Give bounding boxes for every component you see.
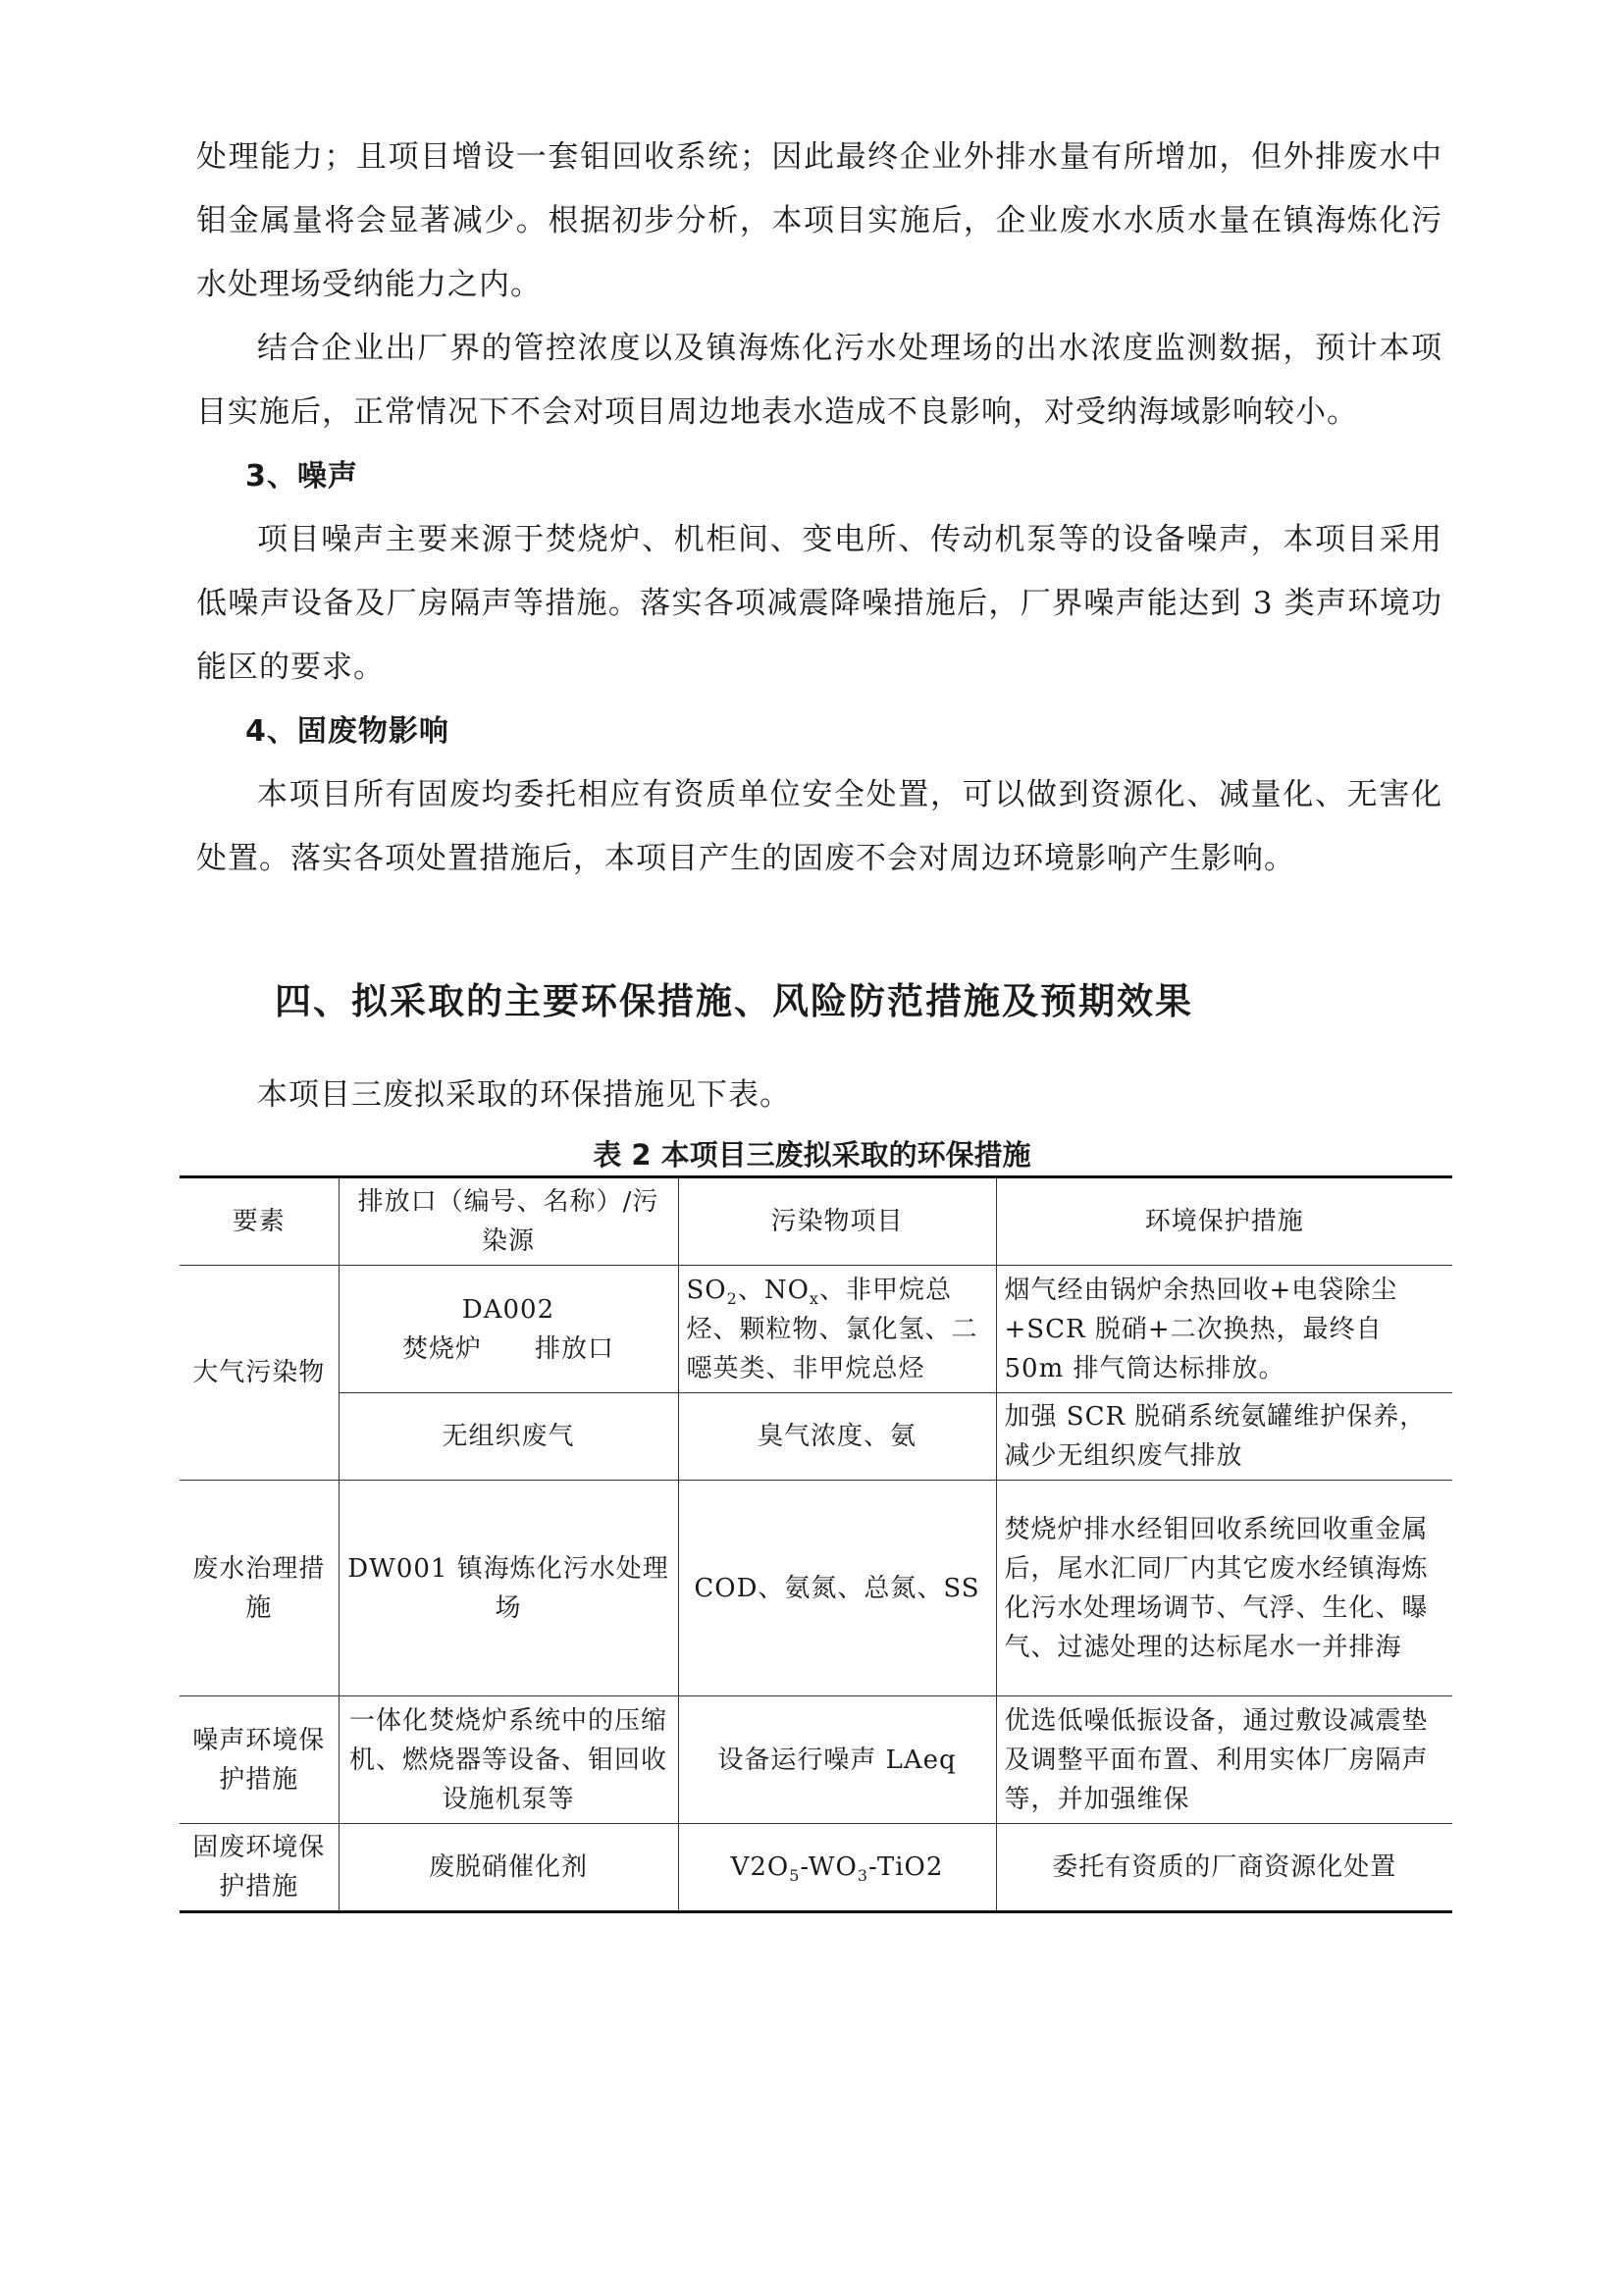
heading-solid-waste: 4、固废物影响: [245, 714, 449, 749]
air-pollutants-sub2: 2: [726, 1288, 738, 1308]
solid-source: 废脱硝催化剂: [339, 1824, 678, 1912]
solid-formula-a: V2O: [730, 1852, 790, 1882]
air-pollutants-rest: 、非甲烷总烃、颗粒物、氯化氢、二噁英类、非甲烷总烃: [686, 1275, 978, 1383]
noise-pollutants: 设备运行噪声 LAeq: [678, 1696, 996, 1824]
table-row: [180, 1696, 1452, 1824]
air-pollutants-no: 、NO: [737, 1275, 810, 1305]
air-fugitive-outlet: 无组织废气: [339, 1393, 678, 1481]
air-fugitive-pollutants: 臭气浓度、氨: [678, 1393, 996, 1481]
header-element: 要素: [180, 1177, 339, 1266]
measures-table: [180, 1175, 1452, 1913]
air-fugitive-measure: 加强 SCR 脱硝系统氨罐维护保养，减少无组织废气排放: [996, 1393, 1452, 1481]
solid-formula-b: -WO: [800, 1852, 858, 1882]
paragraph-water-impact: 结合企业出厂界的管控浓度以及镇海炼化污水处理场的出水浓度监测数据，预计本项目实施后，正常情况下不会对项目周边地表水造成不良影响，对受纳海域影响较小。: [196, 331, 1442, 430]
air-outlet-cell: [339, 1266, 678, 1393]
air-measure: 烟气经由锅炉余热回收+电袋除尘+SCR 脱硝+二次换热，最终自 50m 排气筒达标排放。: [996, 1266, 1452, 1393]
solid-formula-sub5: 5: [789, 1866, 801, 1886]
noise-source: 一体化焚烧炉系统中的压缩机、燃烧器等设备、钼回收设施机泵等: [339, 1696, 678, 1824]
air-pollutants: [678, 1266, 996, 1393]
header-outlet: 排放口（编号、名称）/污染源: [339, 1177, 678, 1266]
paragraph-noise: 项目噪声主要来源于焚烧炉、机柜间、变电所、传动机泵等的设备噪声，本项目采用低噪声设备及厂房隔声等措施。落实各项减震降噪措施后，厂界噪声能达到 3 类声环境功能区的要求。: [196, 522, 1442, 685]
category-water: 废水治理措施: [180, 1481, 339, 1696]
table-row: [180, 1824, 1452, 1912]
solid-pollutants: [678, 1824, 996, 1912]
category-solid: 固废环境保护措施: [180, 1824, 339, 1912]
air-outlet-name: 焚烧炉 排放口: [401, 1333, 614, 1364]
air-pollutants-subx: x: [809, 1288, 819, 1308]
solid-formula-sub3: 3: [857, 1866, 869, 1886]
section-title: 四、拟采取的主要环保措施、风险防范措施及预期效果: [275, 980, 1193, 1022]
heading-noise: 3、噪声: [245, 459, 358, 494]
air-pollutants-so: SO: [686, 1275, 727, 1305]
table-caption: 表 2 本项目三废拟采取的环保措施: [593, 1138, 1031, 1172]
paragraph-solid-waste: 本项目所有固废均委托相应有资质单位安全处置，可以做到资源化、减量化、无害化处置。落实各项处置措施后，本项目产生的固废不会对周边环境影响产生影响。: [196, 777, 1442, 876]
water-outlet: DW001 镇海炼化污水处理场: [339, 1481, 678, 1696]
category-air: 大气污染物: [180, 1266, 339, 1481]
noise-measure: 优选低噪低振设备，通过敷设减震垫及调整平面布置、利用实体厂房隔声等，并加强维保: [996, 1696, 1452, 1824]
table-header-row: [180, 1177, 1452, 1266]
body-top: [196, 126, 1442, 891]
air-outlet-code: DA002: [461, 1294, 555, 1325]
table-row: [180, 1481, 1452, 1696]
solid-formula-c: -TiO2: [868, 1852, 944, 1882]
table-intro: 本项目三废拟采取的环保措施见下表。: [257, 1077, 791, 1113]
water-measure: 焚烧炉排水经钼回收系统回收重金属后，尾水汇同厂内其它废水经镇海炼化污水处理场调节、气浮、生化、曝气、过滤处理的达标尾水一并排海: [996, 1481, 1452, 1696]
water-pollutants: COD、氨氮、总氮、SS: [678, 1481, 996, 1696]
header-pollutant: 污染物项目: [678, 1177, 996, 1266]
solid-measure: 委托有资质的厂商资源化处置: [996, 1824, 1452, 1912]
header-measure: 环境保护措施: [996, 1177, 1452, 1266]
paragraph-water-capacity: 处理能力；且项目增设一套钼回收系统；因此最终企业外排水量有所增加，但外排废水中钼金属量将会显著减少。根据初步分析，本项目实施后，企业废水水质水量在镇海炼化污水处理场受纳能力之内。: [196, 139, 1442, 302]
table-row: [180, 1393, 1452, 1481]
category-noise: 噪声环境保护措施: [180, 1696, 339, 1824]
table-row: [180, 1266, 1452, 1393]
